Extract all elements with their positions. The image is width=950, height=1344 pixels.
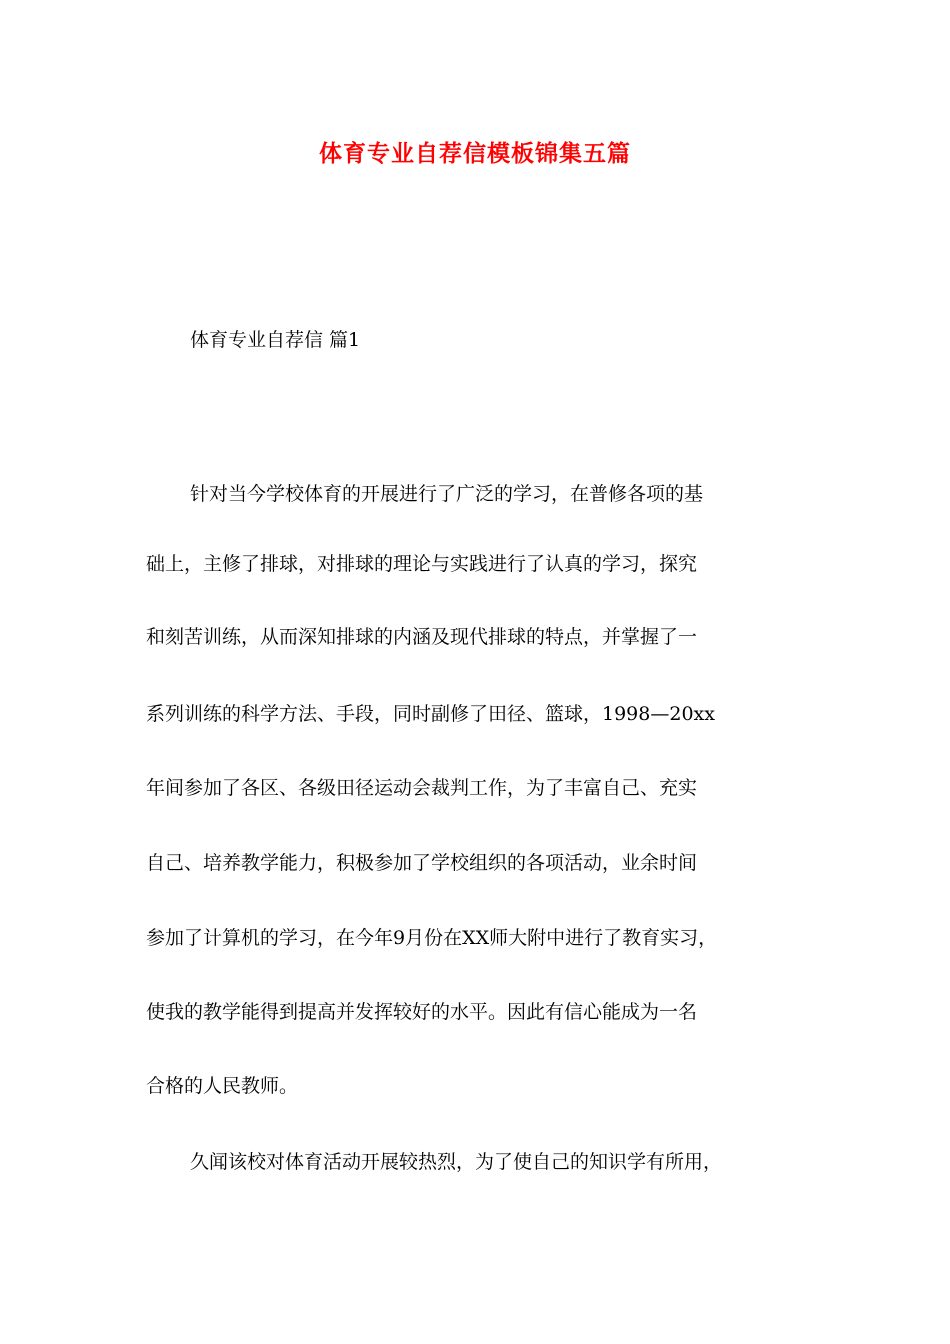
paragraph-1-line-4: 系列训练的科学方法、手段，同时副修了田径、篮球，1998—20xx	[146, 703, 715, 725]
paragraph-1-line-1: 针对当今学校体育的开展进行了广泛的学习，在普修各项的基	[190, 483, 704, 505]
paragraph-1-line-6: 自己、培养教学能力，积极参加了学校组织的各项活动，业余时间	[146, 852, 698, 874]
paragraph-1-line-5: 年间参加了各区、各级田径运动会裁判工作，为了丰富自己、充实	[146, 777, 698, 799]
paragraph-1-line-7: 参加了计算机的学习，在今年9月份在XX师大附中进行了教育实习，	[146, 927, 718, 949]
section-heading: 体育专业自荐信 篇1	[190, 329, 361, 351]
paragraph-2-line-1: 久闻该校对体育活动开展较热烈，为了使自己的知识学有所用，	[190, 1151, 723, 1173]
paragraph-1-line-3: 和刻苦训练，从而深知排球的内涵及现代排球的特点，并掌握了一	[146, 626, 698, 648]
paragraph-1-line-9: 合格的人民教师。	[146, 1075, 299, 1097]
document-title: 体育专业自荐信模板锦集五篇	[319, 141, 631, 167]
paragraph-1-line-8: 使我的教学能得到提高并发挥较好的水平。因此有信心能成为一名	[146, 1001, 698, 1023]
paragraph-1-line-2: 础上，主修了排球，对排球的理论与实践进行了认真的学习，探究	[146, 553, 698, 575]
